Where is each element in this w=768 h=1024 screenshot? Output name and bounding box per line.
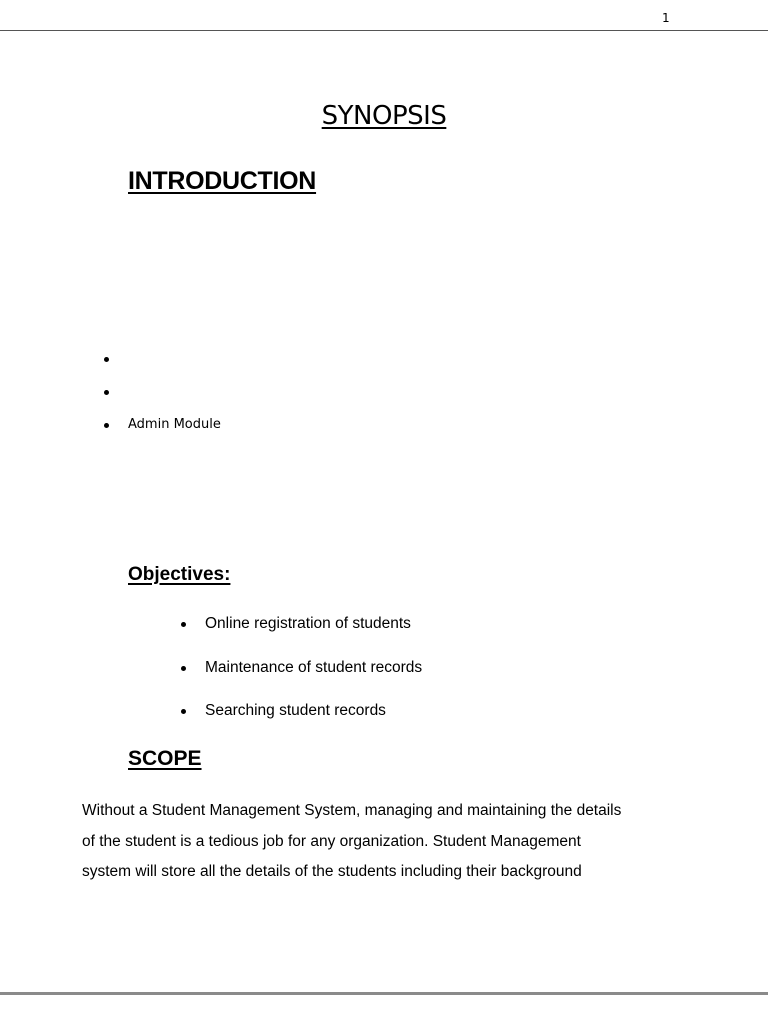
document-title: SYNOPSIS: [321, 101, 447, 131]
paragraph-line: Without a Student Management System, managing and maintaining the details: [82, 802, 622, 819]
bullet-icon: [181, 666, 186, 671]
bullet-icon: [104, 357, 109, 362]
introduction-heading: INTRODUCTION: [128, 167, 317, 195]
objectives-heading: Objectives:: [128, 564, 231, 585]
paragraph-line: system will store all the details of the students including their background: [82, 863, 582, 880]
bullet-icon: [104, 423, 109, 428]
scope-paragraph: [82, 796, 682, 888]
bullet-icon: [181, 709, 186, 714]
paragraph-line: of the student is a tedious job for any organization. Student Management: [82, 832, 581, 850]
objective-label: Online registration of students: [205, 615, 411, 632]
objective-label: Maintenance of student records: [205, 658, 423, 676]
page-number: 1: [662, 11, 670, 25]
footer-divider: [0, 992, 768, 995]
bullet-icon: [181, 622, 186, 627]
module-label: Admin Module: [128, 417, 221, 432]
scope-heading: SCOPE: [128, 747, 202, 770]
header-divider: [0, 30, 768, 31]
bullet-icon: [104, 390, 109, 395]
objective-label: Searching student records: [205, 702, 386, 719]
